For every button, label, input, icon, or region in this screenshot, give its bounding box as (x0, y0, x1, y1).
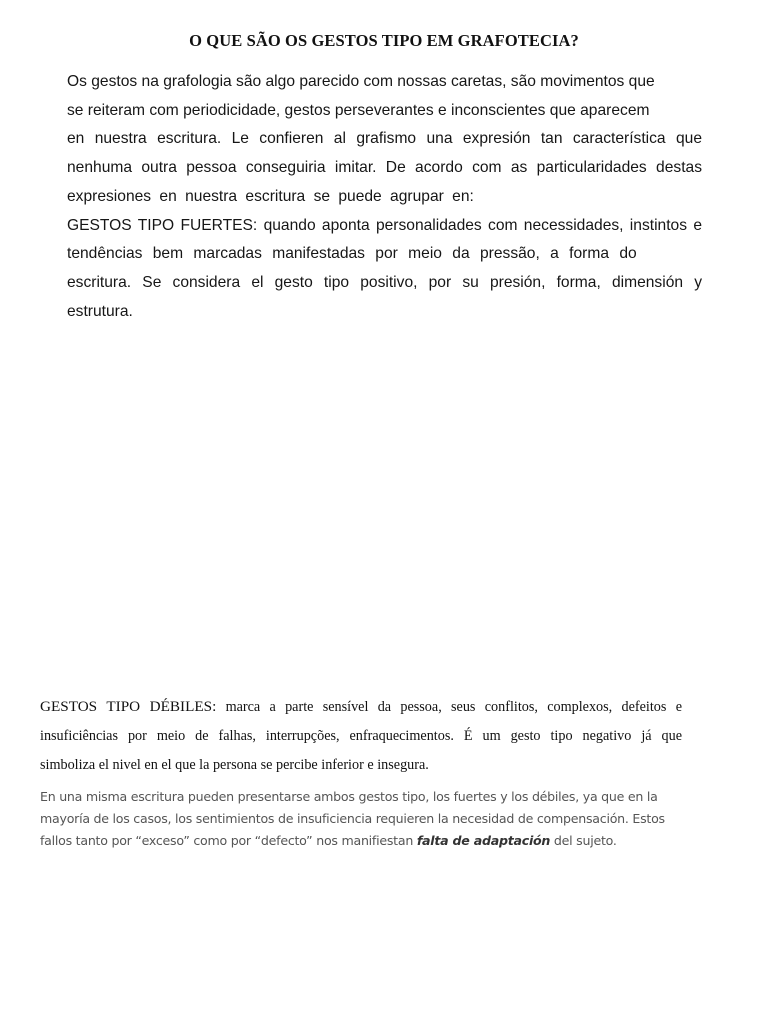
intro-line: nenhuma outra pessoa conseguiria imitar. De acordo com as particularidades destas (67, 159, 702, 177)
fuertes-line: GESTOS TIPO FUERTES: quando aponta personalidades com necessidades, instintos e (67, 216, 702, 234)
closing-line: En una misma escritura pueden presentarse ambos gestos tipo, los fuertes y los débiles, ya que en la (40, 789, 658, 804)
intro-paragraph (67, 68, 702, 326)
debiles-text: marca a parte sensível da pessoa, seus conflitos, complexos, defeitos e (216, 699, 682, 715)
fuertes-line: tendências bem marcadas manifestadas por meio da pressão, a forma do (67, 245, 637, 263)
debiles-line (40, 692, 682, 722)
closing-text: fallos tanto por “exceso” como por “defecto” nos manifiestan (40, 833, 417, 848)
debiles-paragraph (40, 692, 682, 780)
closing-emphasis: falta de adaptación (416, 833, 551, 848)
fuertes-line: estrutura. (67, 302, 133, 320)
page-title: O QUE SÃO OS GESTOS TIPO EM GRAFOTECIA? (189, 31, 579, 50)
debiles-line: insuficiências por meio de falhas, interrupções, enfraquecimentos. É um gesto tipo negativo já que (40, 728, 682, 744)
debiles-line: simboliza el nivel en el que la persona se percibe inferior e insegura. (40, 757, 429, 773)
debiles-heading: GESTOS TIPO DÉBILES: (40, 698, 217, 715)
intro-line: Os gestos na grafologia são algo parecido com nossas caretas, são movimentos que (67, 73, 655, 90)
intro-line: expresiones en nuestra escritura se puede agrupar en: (67, 187, 474, 205)
closing-line: mayoría de los casos, los sentimientos de insuficiencia requieren la necesidad de compensación. Estos (40, 811, 665, 826)
intro-line: en nuestra escritura. Le confieren al grafismo una expresión tan característica que (67, 130, 702, 148)
closing-text: del sujeto. (550, 833, 617, 848)
intro-line: se reiteram com periodicidade, gestos perseverantes e inconscientes que aparecem (67, 101, 650, 119)
closing-line (40, 830, 700, 852)
closing-paragraph (40, 786, 700, 852)
fuertes-line: escritura. Se considera el gesto tipo positivo, por su presión, forma, dimensión y (67, 273, 702, 291)
